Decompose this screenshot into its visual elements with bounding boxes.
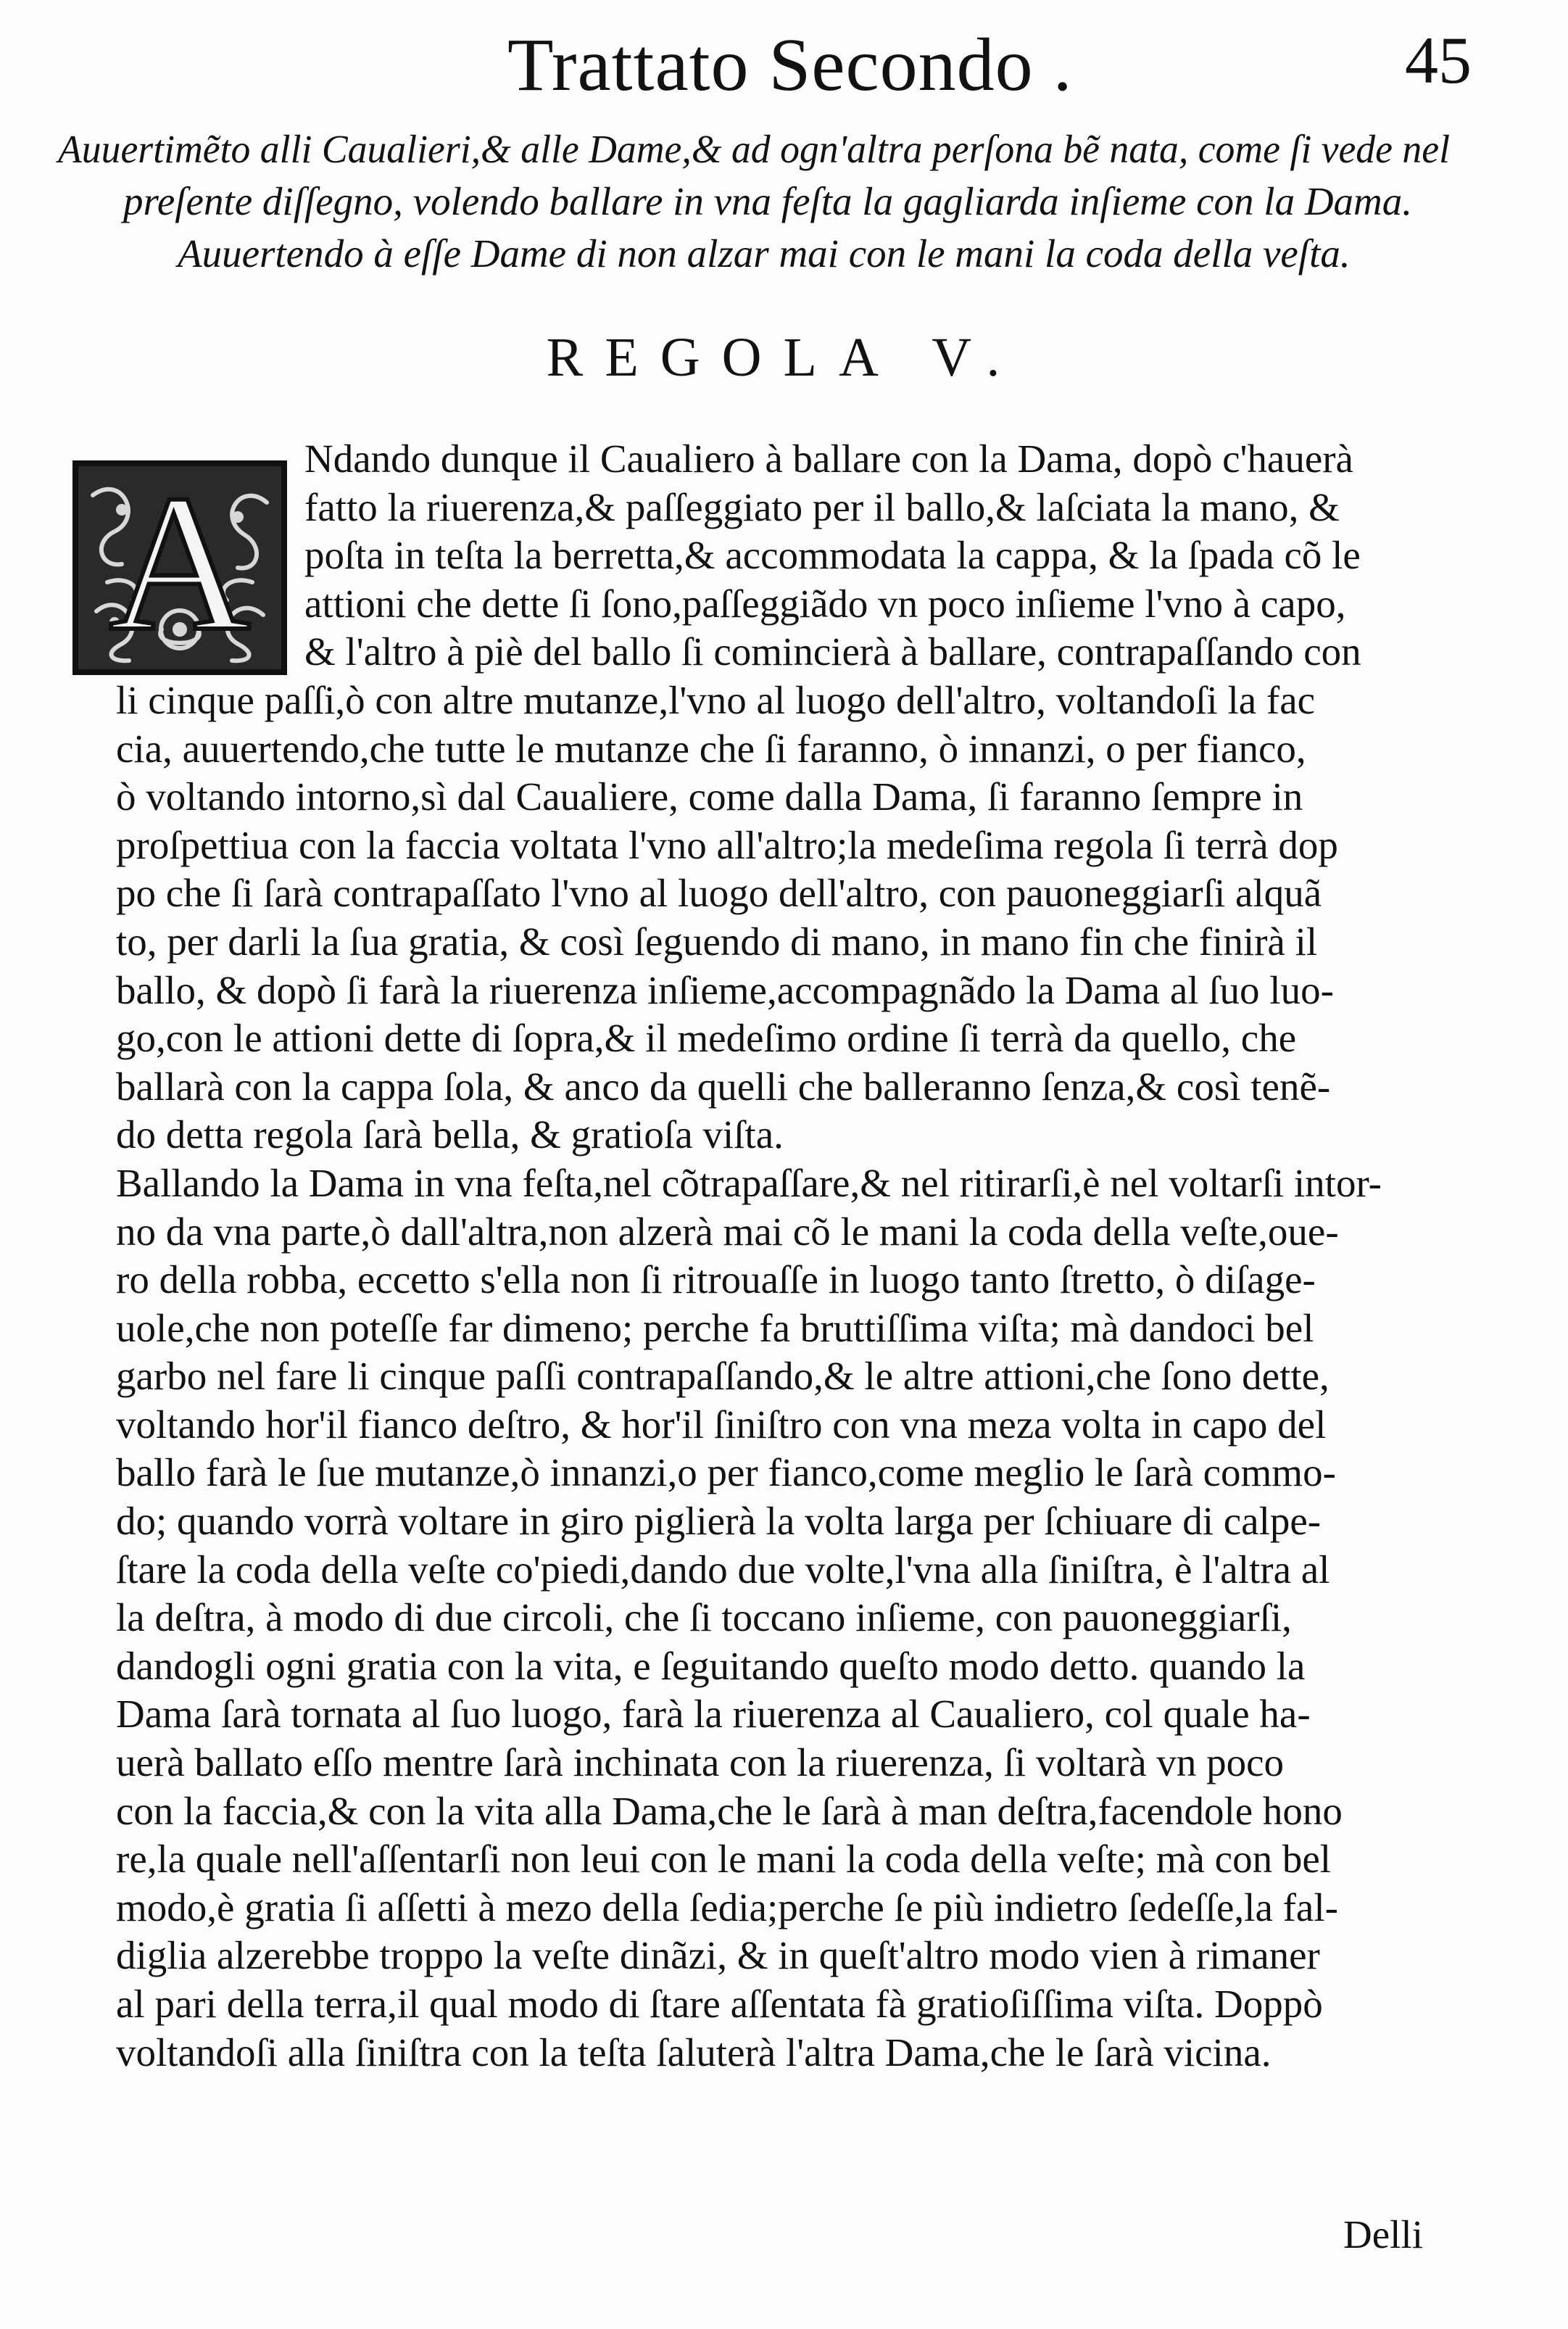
text-line: ò voltando intorno,sì dal Caualiere, come dalla Dama, ſi faranno ſempre in [116,774,1303,819]
illustration-caption [58,123,1450,280]
text-line: poſta in teſta la berretta,& accommodata la cappa, & la ſpada cõ le [304,533,1361,578]
text-line: voltandoſi alla ſiniſtra con la teſta ſaluterà l'altra Dama,che le ſarà vicina. [116,2030,1272,2074]
text-line: garbo nel fare li cinque paſſi contrapaſſando,& le altre attioni,che ſono dette, [116,1354,1330,1399]
catchword: Delli [1343,2212,1423,2256]
paragraph-1 [116,435,1479,1159]
text-line: re,la quale nell'aſſentarſi non leui con le mani la coda della veſte; mà con bel [116,1837,1332,1882]
text-line: proſpettiua con la faccia voltata l'vno all'altro;la medeſima regola ſi terrà dop [116,822,1338,867]
text-line: Dama ſarà tornata al ſuo luogo, farà la riuerenza al Caualiero, col quale ha- [116,1692,1311,1737]
running-title: Trattato Secondo . [507,23,1073,107]
text-line: Ballando la Dama in vna feſta,nel cõtrapaſſare,& nel ritirarſi,è nel voltarſi intor- [116,1160,1382,1205]
drop-cap-letter: A [109,460,251,671]
text-line: voltando hor'il fianco deſtro, & hor'il ſiniſtro con vna meza volta in capo del [116,1402,1327,1447]
text-line: al pari della terra,il qual modo di ſtare aſſentata fà gratioſiſſima viſta. Doppò [116,1982,1323,2026]
text-line: do detta regola ſarà bella, & gratioſa viſta. [116,1112,784,1157]
caption-line: Auuertendo à eſſe Dame di non alzar mai con le mani la coda della veſta. [178,231,1351,276]
page-number: 45 [1405,23,1472,97]
rule-heading: REGOLA V. [546,327,1022,388]
text-line: go,con le attioni dette di ſopra,& il medeſimo ordine ſi terrà da quello, che [116,1016,1297,1061]
text-line: fatto la riuerenza,& paſſeggiato per il ballo,& laſciata la mano, & [304,484,1340,529]
text-line: diglia alzerebbe troppo la veſte dinãzi, & in queſt'altro modo vien à rimaner [116,1933,1320,1978]
text-line: cia, auuertendo,che tutte le mutanze che ſi faranno, ò innanzi, o per fianco, [116,726,1306,771]
text-line: ballo farà le ſue mutanze,ò innanzi,o per fianco,come meglio le ſarà commo- [116,1450,1336,1495]
caption-line: Auuertimẽto alli Caualieri,& alle Dame,& ad ogn'altra perſona bẽ nata, come ſi vede nel [58,127,1451,171]
text-line: do; quando vorrà voltare in giro piglierà la volta larga per ſchiuare di calpe- [116,1499,1322,1544]
text-line: ro della robba, eccetto s'ella non ſi ritrouaſſe in luogo tanto ſtretto, ò diſage- [116,1257,1316,1302]
text-line: ballarà con la cappa ſola, & anco da quelli che balleranno ſenza,& così tenẽ- [116,1064,1331,1109]
body-text [116,435,1479,2077]
text-line: & l'altro à piè del ballo ſi comincierà à ballare, contrapaſſando con [304,629,1361,674]
text-line: dandogli ogni gratia con la vita, e ſeguitando queſto modo detto. quando la [116,1643,1306,1688]
text-line: ſtare la coda della veſte co'piedi,dando due volte,l'vna alla ſiniſtra, è l'altra al [116,1547,1330,1592]
text-line: uole,che non poteſſe far dimeno; perche fa bruttiſſima viſta; mà dandoci bel [116,1305,1314,1350]
paragraph-2 [116,1159,1479,2077]
text-line: la deſtra, à modo di due circoli, che ſi toccano inſieme, con pauoneggiarſi, [116,1595,1292,1640]
text-line: po che ſi ſarà contrapaſſato l'vno al luogo dell'altro, con pauoneggiarſi alquã [116,871,1322,916]
text-line: li cinque paſſi,ò con altre mutanze,l'vno al luogo dell'altro, voltandoſi la fac [116,677,1316,722]
caption-line: preſente diſſegno, volendo ballare in vna feſta la gagliarda inſieme con la Dama. [123,179,1413,223]
text-line: no da vna parte,ò dall'altra,non alzerà mai cõ le mani la coda della veſte,oue- [116,1209,1339,1254]
text-line: to, per darli la ſua gratia, & così ſeguendo di mano, in mano fin che finirà il [116,919,1318,964]
text-line: attioni che dette ſi ſono,paſſeggiãdo vn poco inſieme l'vno à capo, [304,581,1346,626]
text-line: con la faccia,& con la vita alla Dama,che le ſarà à man deſtra,facendole hono [116,1788,1343,1833]
text-line: ballo, & dopò ſi farà la riuerenza inſieme,accompagnãdo la Dama al ſuo luo- [116,967,1334,1012]
text-line: uerà ballato eſſo mentre ſarà inchinata con la riuerenza, ſi voltarà vn poco [116,1740,1285,1785]
page-header [507,22,1472,116]
text-line: Ndando dunque il Caualiero à ballare con la Dama, dopò c'hauerà [304,437,1353,481]
text-line: modo,è gratia ſi aſſetti à mezo della ſedia;perche ſe più indietro ſedeſſe,la fal- [116,1885,1338,1929]
